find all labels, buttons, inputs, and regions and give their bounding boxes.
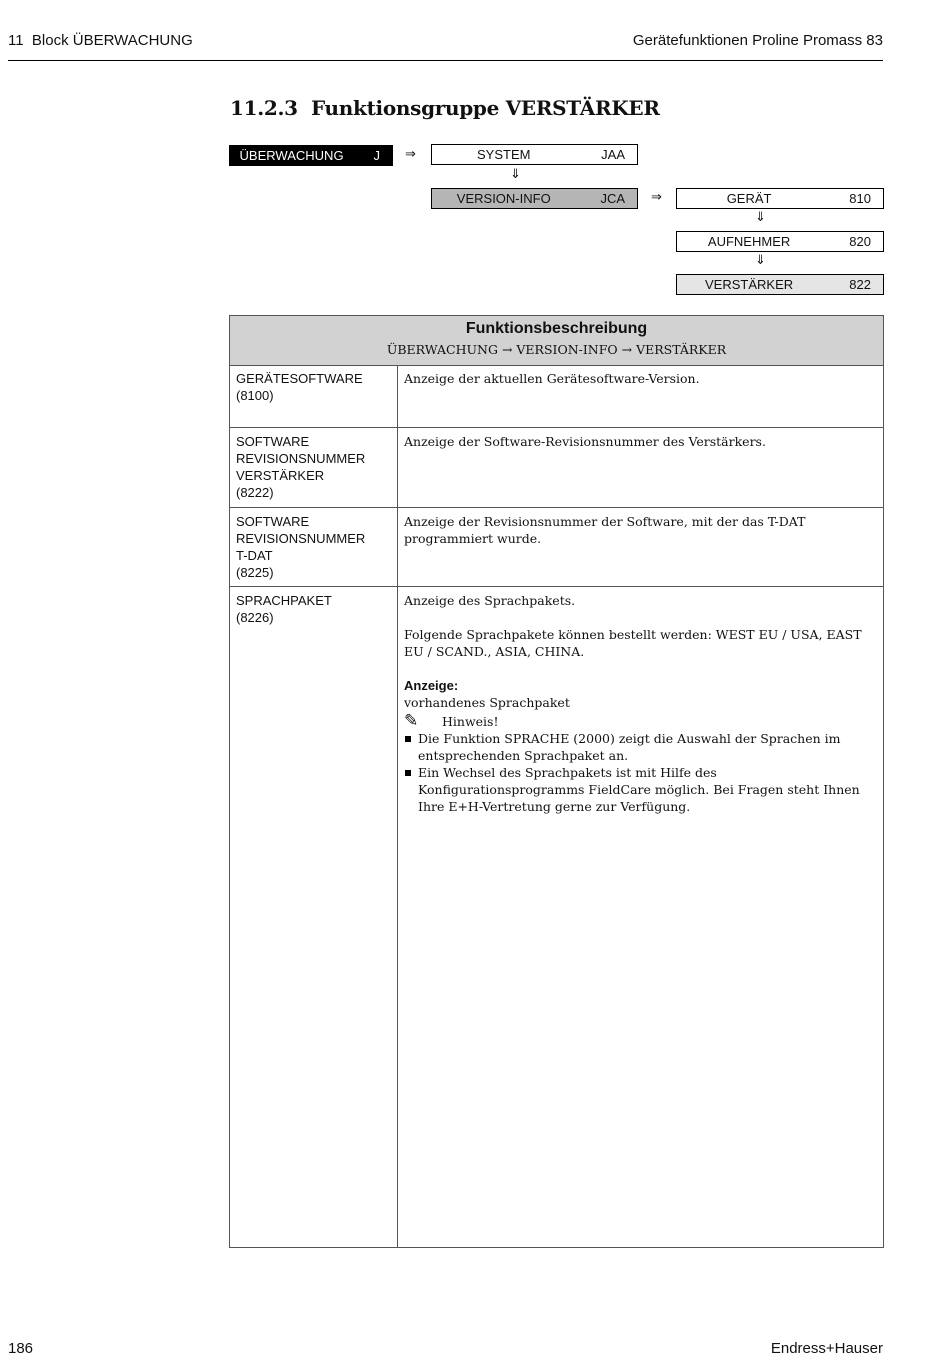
running-header-chapter: 11 Block ÜBERWACHUNG xyxy=(8,32,193,49)
table-row xyxy=(230,365,883,428)
list-item-text: Die Funktion SPRACHE (2000) zeigt die Auswahl der Sprachen im entsprechenden Sprachpaket an. xyxy=(418,731,841,763)
function-name-cell xyxy=(230,587,398,1247)
display-value: vorhandenes Sprachpaket xyxy=(404,695,570,710)
function-name: SOFTWARE REVISIONSNUMMER VERSTÄRKER (8222) xyxy=(236,434,366,500)
nav-block-label: ÜBERWACHUNG xyxy=(239,148,344,163)
function-description: Anzeige der Revisionsnummer der Software, mit der das T-DAT programmiert wurde. xyxy=(404,514,806,546)
arrow-right-icon: ⇒ xyxy=(651,190,662,205)
pencil-icon: ✎ xyxy=(404,711,419,731)
bullet-square-icon xyxy=(405,770,411,776)
header-rule xyxy=(8,60,883,61)
page-number: 186 xyxy=(8,1340,34,1357)
nav-sub-aufnehmer-code: 820 xyxy=(849,234,871,249)
section-title: Funktionsgruppe VERSTÄRKER xyxy=(311,96,660,120)
function-description: Anzeige der aktuellen Gerätesoftware-Version. xyxy=(404,371,700,386)
nav-sub-geraet-code: 810 xyxy=(849,191,871,206)
section-heading xyxy=(230,96,660,120)
table-row xyxy=(230,428,883,508)
function-name: SPRACHPAKET (8226) xyxy=(236,593,332,625)
function-name: GERÄTESOFTWARE (8100) xyxy=(236,371,363,403)
nav-group-system-code: JAA xyxy=(601,147,625,162)
function-name-cell xyxy=(230,428,398,507)
function-name: SOFTWARE REVISIONSNUMMER T-DAT (8225) xyxy=(236,514,366,580)
function-description-table xyxy=(229,315,884,1248)
table-path: ÜBERWACHUNG → VERSION-INFO → VERSTÄRKER xyxy=(386,342,727,357)
nav-sub-verstaerker-label: VERSTÄRKER xyxy=(705,277,794,292)
nav-group-system xyxy=(431,144,638,165)
footer-brand: Endress+Hauser xyxy=(770,1340,883,1357)
list-item xyxy=(404,764,877,815)
function-description: Anzeige des Sprachpakets. xyxy=(404,593,576,608)
nav-sub-geraet-label: GERÄT xyxy=(726,191,772,206)
nav-sub-verstaerker-code: 822 xyxy=(849,277,871,292)
nav-group-version-info xyxy=(431,188,638,209)
function-description: Anzeige der Software-Revisionsnummer des Verstärkers. xyxy=(404,434,766,449)
language-packages-text: Folgende Sprachpakete können bestellt werden: WEST EU / USA, EAST EU / SCAND., ASIA, CHINA. xyxy=(404,627,862,659)
arrow-down-icon: ⇓ xyxy=(510,167,521,182)
nav-sub-geraet xyxy=(676,188,884,209)
function-name-cell xyxy=(230,508,398,586)
function-desc-cell xyxy=(398,428,883,455)
arrow-right-icon: ⇒ xyxy=(405,147,416,162)
table-row xyxy=(230,508,883,587)
nav-sub-verstaerker xyxy=(676,274,884,295)
nav-block-code: J xyxy=(373,148,380,163)
table-title: Funktionsbeschreibung xyxy=(465,320,648,337)
section-number: 11.2.3 xyxy=(230,96,298,120)
note-label: Hinweis! xyxy=(442,714,499,729)
function-desc-cell xyxy=(398,508,883,552)
nav-block-ueberwachung xyxy=(229,145,393,166)
table-header xyxy=(230,316,883,366)
bullet-square-icon xyxy=(405,736,411,742)
list-item-text: Ein Wechsel des Sprachpakets ist mit Hilfe des Konfigurationsprogramms FieldCare möglich. Bei Fragen steht Ihnen Ihre E+H-Vertretung gerne zur Verfügung. xyxy=(418,765,860,814)
arrow-down-icon: ⇓ xyxy=(755,253,766,268)
list-item xyxy=(404,730,877,764)
function-name-cell xyxy=(230,365,398,427)
nav-group-version-info-label: VERSION-INFO xyxy=(456,191,551,206)
note xyxy=(404,713,877,730)
table-row xyxy=(230,587,883,1247)
function-desc-cell xyxy=(398,365,883,392)
nav-sub-aufnehmer xyxy=(676,231,884,252)
function-desc-cell xyxy=(398,587,883,820)
nav-group-version-info-code: JCA xyxy=(600,191,625,206)
nav-sub-aufnehmer-label: AUFNEHMER xyxy=(707,234,791,249)
display-label: Anzeige: xyxy=(404,678,459,693)
arrow-down-icon: ⇓ xyxy=(755,210,766,225)
running-header-title: Gerätefunktionen Proline Promass 83 xyxy=(632,32,883,49)
nav-group-system-label: SYSTEM xyxy=(477,147,531,162)
